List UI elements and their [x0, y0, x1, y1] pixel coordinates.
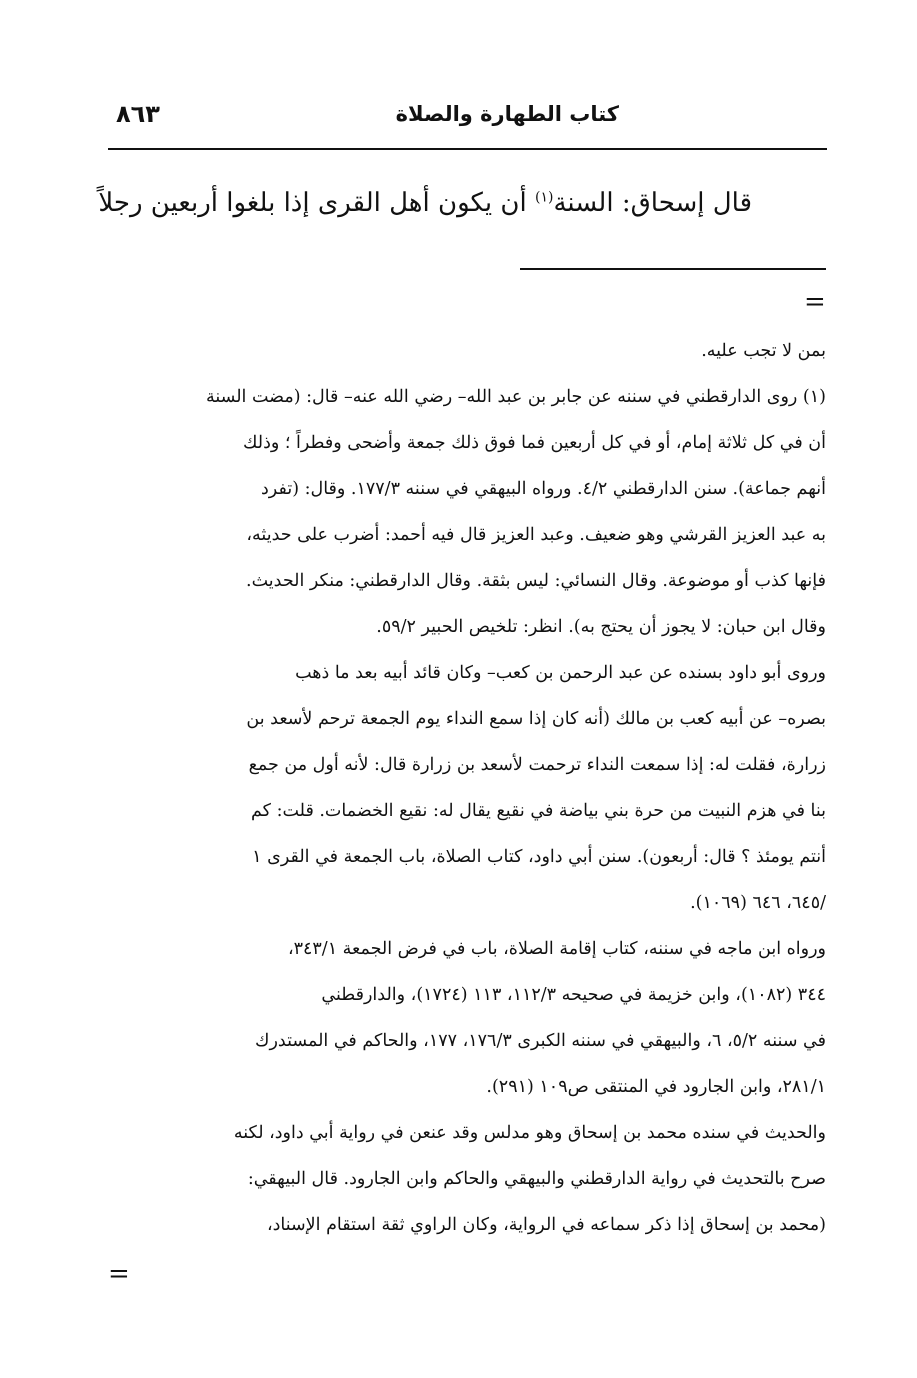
page-header: [108, 96, 827, 150]
footnote-separator: [520, 268, 826, 270]
running-title: كتاب الطهارة والصلاة: [395, 102, 619, 126]
footnote-line: أن في كل ثلاثة إمام، أو في كل أربعين فما فوق ذلك جمعة وأضحى وفطراً ؛ وذلك: [242, 433, 826, 453]
footnote-line: فإنها كذب أو موضوعة. وقال النسائي: ليس بثقة. وقال الدارقطني: منكر الحديث.: [246, 571, 826, 591]
page-number: ٨٦٣: [116, 100, 160, 128]
footnote-line: في سننه ٥/٢، ٦، والبيهقي في سننه الكبرى ١٧٦/٣، ١٧٧، والحاكم في المستدرك: [255, 1031, 826, 1051]
footnote-line: صرح بالتحديث في رواية الدارقطني والبيهقي والحاكم وابن الجارود. قال البيهقي:: [247, 1169, 826, 1189]
footnote-line: وقال ابن حبان: لا يجوز أن يحتج به). انظر: تلخيص الحبير ٥٩/٢.: [376, 617, 826, 637]
main-text-line: [98, 188, 752, 218]
footnotes: [108, 328, 826, 1248]
footnote-reference: (١): [534, 189, 554, 206]
footnote-line: /٦٤٥، ٦٤٦ (١٠٦٩).: [690, 893, 826, 913]
continuation-marker-bottom: =: [108, 1259, 130, 1289]
footnote-line: بصره– عن أبيه كعب بن مالك (أنه كان إذا سمع النداء يوم الجمعة ترحم لأسعد بن: [246, 709, 826, 729]
footnote-line: (١) روى الدارقطني في سننه عن جابر بن عبد الله– رضي الله عنه– قال: (مضت السنة: [205, 387, 826, 407]
footnote-line: والحديث في سنده محمد بن إسحاق وهو مدلس وقد عنعن في رواية أبي داود، لكنه: [233, 1123, 826, 1143]
continuation-marker-top: =: [804, 287, 826, 317]
footnote-line: (محمد بن إسحاق إذا ذكر سماعه في الرواية، وكان الراوي ثقة استقام الإسناد،: [266, 1215, 826, 1235]
main-text-start: قال إسحاق: السنة: [553, 188, 752, 218]
footnote-line: زرارة، فقلت له: إذا سمعت النداء ترحمت لأسعد بن زرارة قال: لأنه أول من جمع: [248, 755, 826, 775]
footnote-line: أنتم يومئذ ؟ قال: أربعون). سنن أبي داود، كتاب الصلاة، باب الجمعة في القرى ١: [252, 847, 826, 867]
footnote-line: ٣٤٤ (١٠٨٢)، وابن خزيمة في صحيحه ١١٢/٣، ١١٣ (١٧٢٤)، والدارقطني: [321, 985, 826, 1005]
footnote-line: بمن لا تجب عليه.: [701, 341, 826, 361]
footnote-line: بنا في هزم النبيت من حرة بني بياضة في نقيع يقال له: نقيع الخضمات. قلت: كم: [251, 801, 826, 821]
footnote-line: ورواه ابن ماجه في سننه، كتاب إقامة الصلاة، باب في فرض الجمعة ٣٤٣/١،: [287, 939, 826, 959]
footnote-line: أنهم جماعة). سنن الدارقطني ٤/٢. ورواه البيهقي في سننه ١٧٧/٣. وقال: (تفرد: [261, 479, 826, 499]
main-text-end: أن يكون أهل القرى إذا بلغوا أربعين رجلاً: [98, 188, 535, 218]
footnote-line: ٢٨١/١، وابن الجارود في المنتقى ص١٠٩ (٢٩١).: [486, 1077, 826, 1097]
footnote-line: وروى أبو داود بسنده عن عبد الرحمن بن كعب– وكان قائد أبيه بعد ما ذهب: [295, 663, 826, 683]
footnote-line: به عبد العزيز القرشي وهو ضعيف. وعبد العزيز قال فيه أحمد: أضرب على حديثه،: [246, 525, 826, 545]
